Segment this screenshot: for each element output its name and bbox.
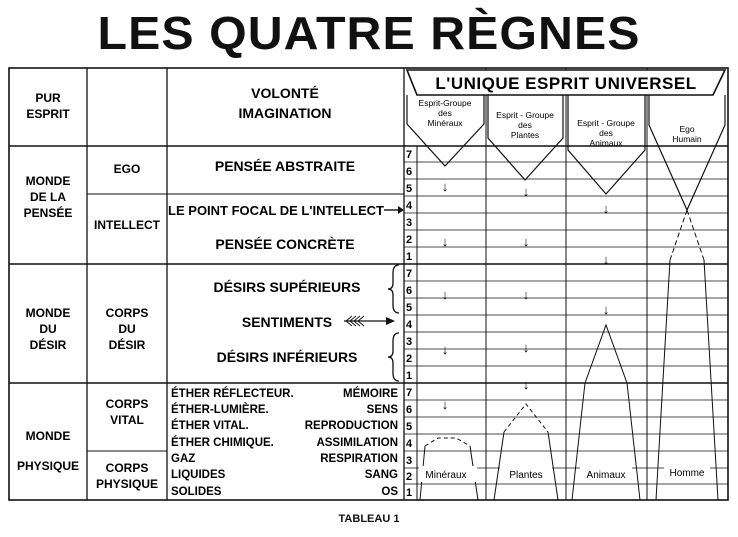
animal-group-line3: Animaux xyxy=(589,138,623,148)
num-physique-1: 1 xyxy=(406,487,413,499)
down-arrow-icon: ↓ xyxy=(522,184,530,199)
ether-left-7: SOLIDES xyxy=(171,486,222,498)
num-desir-6: 6 xyxy=(406,285,413,297)
level-numbers xyxy=(406,149,413,499)
num-pensee-4: 4 xyxy=(406,200,413,212)
num-pensee-2: 2 xyxy=(406,234,413,246)
num-desir-7: 7 xyxy=(406,268,413,280)
column-headers xyxy=(26,85,331,121)
num-desir-2: 2 xyxy=(406,353,413,365)
num-physique-7: 7 xyxy=(406,387,413,399)
table-caption: TABLEAU 1 xyxy=(338,513,400,525)
ether-left-6: LIQUIDES xyxy=(171,469,226,481)
ether-right-1: MÉMOIRE xyxy=(343,388,398,400)
num-desir-3: 3 xyxy=(406,336,413,348)
realm-animaux: Animaux xyxy=(586,470,626,481)
corps-desir-1: CORPS xyxy=(105,306,149,320)
universal-spirit-label: L'UNIQUE ESPRIT UNIVERSEL xyxy=(435,74,697,93)
ether-left-4: ÉTHER CHIMIQUE. xyxy=(171,437,274,449)
animal-group-line2: des xyxy=(599,128,613,138)
corps-physique-1: CORPS xyxy=(105,461,149,475)
ether-rows xyxy=(171,387,398,498)
ether-left-3: ÉTHER VITAL. xyxy=(171,420,249,432)
down-arrow-icon: ↓ xyxy=(441,397,449,412)
monde-pensee-1: MONDE xyxy=(25,174,71,188)
down-arrow-icon: ↓ xyxy=(441,342,449,357)
ether-left-5: GAZ xyxy=(171,453,196,465)
mineral-group-line2: des xyxy=(438,108,452,118)
monde-pensee-2: DE LA xyxy=(30,190,66,204)
desirs-inferieurs-label: DÉSIRS INFÉRIEURS xyxy=(216,349,358,365)
num-pensee-5: 5 xyxy=(406,183,413,195)
num-physique-6: 6 xyxy=(406,404,413,416)
down-arrow-icon: ↓ xyxy=(602,252,610,267)
imagination-label: IMAGINATION xyxy=(238,105,332,121)
point-focal-label: LE POINT FOCAL DE L'INTELLECT xyxy=(168,203,384,218)
human-ego-line1: Ego xyxy=(679,124,695,134)
monde-physique-1: MONDE xyxy=(25,429,71,443)
down-arrow-icon: ↓ xyxy=(522,340,530,355)
descent-arrows xyxy=(442,179,610,412)
down-arrow-icon: ↓ xyxy=(522,287,530,302)
num-physique-3: 3 xyxy=(406,455,413,467)
plant-group-line1: Esprit - Groupe xyxy=(496,110,554,120)
down-arrow-icon: ↓ xyxy=(522,234,530,249)
ether-right-4: ASSIMILATION xyxy=(316,437,398,449)
num-desir-5: 5 xyxy=(406,302,413,314)
num-desir-4: 4 xyxy=(406,319,413,331)
num-physique-2: 2 xyxy=(406,471,413,483)
plant-group-line2: des xyxy=(518,120,532,130)
corps-vital-1: CORPS xyxy=(105,397,149,411)
monde-physique-2: PHYSIQUE xyxy=(16,459,80,473)
down-arrow-icon: ↓ xyxy=(441,287,449,302)
num-physique-5: 5 xyxy=(406,421,413,433)
ether-left-2: ÉTHER-LUMIÈRE. xyxy=(171,404,269,416)
volonte-label: VOLONTÉ xyxy=(251,85,319,101)
plant-group-line3: Plantes xyxy=(510,130,540,140)
corps-physique-2: PHYSIQUE xyxy=(95,477,159,491)
num-pensee-1: 1 xyxy=(406,251,413,263)
ego-label: EGO xyxy=(113,162,141,176)
sentiments-arrow-icon xyxy=(344,316,395,326)
ether-left-1: ÉTHER RÉFLECTEUR. xyxy=(171,388,294,400)
monde-desir-1: MONDE xyxy=(25,306,71,320)
sentiments-label: SENTIMENTS xyxy=(241,314,333,330)
desirs-superieurs-label: DÉSIRS SUPÉRIEURS xyxy=(213,279,361,295)
realm-plantes: Plantes xyxy=(509,470,543,481)
pensee-concrete-label: PENSÉE CONCRÈTE xyxy=(215,236,355,252)
corps-vital-2: VITAL xyxy=(110,413,144,427)
animal-group-line1: Esprit - Groupe xyxy=(577,118,635,128)
intellect-label: INTELLECT xyxy=(94,218,160,232)
pensee-abstraite-label: PENSÉE ABSTRAITE xyxy=(214,158,356,174)
num-pensee-7: 7 xyxy=(406,149,413,161)
down-arrow-icon: ↓ xyxy=(441,179,449,194)
corps-desir-3: DÉSIR xyxy=(108,338,146,352)
esprit-label: ESPRIT xyxy=(26,107,70,121)
realm-mineraux: Minéraux xyxy=(425,470,467,481)
ether-right-5: RESPIRATION xyxy=(320,453,398,465)
ether-right-2: SENS xyxy=(366,404,398,416)
pur-label: PUR xyxy=(35,91,61,105)
human-ego-line2: Humain xyxy=(672,134,702,144)
table-frame xyxy=(9,68,728,500)
num-physique-4: 4 xyxy=(406,438,413,450)
down-arrow-icon: ↓ xyxy=(602,302,610,317)
corps-desir-2: DU xyxy=(118,322,136,336)
down-arrow-icon: ↓ xyxy=(602,201,610,216)
ether-right-7: OS xyxy=(381,486,398,498)
page-title: LES QUATRE RÈGNES xyxy=(97,7,641,59)
ether-right-6: SANG xyxy=(364,469,398,481)
down-arrow-icon: ↓ xyxy=(441,234,449,249)
monde-desir-2: DU xyxy=(39,322,57,336)
monde-pensee-3: PENSÉE xyxy=(23,206,73,220)
down-arrow-icon: ↓ xyxy=(522,377,530,392)
ether-right-3: REPRODUCTION xyxy=(304,420,398,432)
mineral-group-line3: Minéraux xyxy=(427,118,463,128)
num-pensee-6: 6 xyxy=(406,166,413,178)
mineral-group-line1: Esprit-Groupe xyxy=(418,98,472,108)
num-desir-1: 1 xyxy=(406,370,413,382)
realm-homme: Homme xyxy=(669,468,705,479)
num-pensee-3: 3 xyxy=(406,217,413,229)
monde-desir-3: DÉSIR xyxy=(29,338,67,352)
